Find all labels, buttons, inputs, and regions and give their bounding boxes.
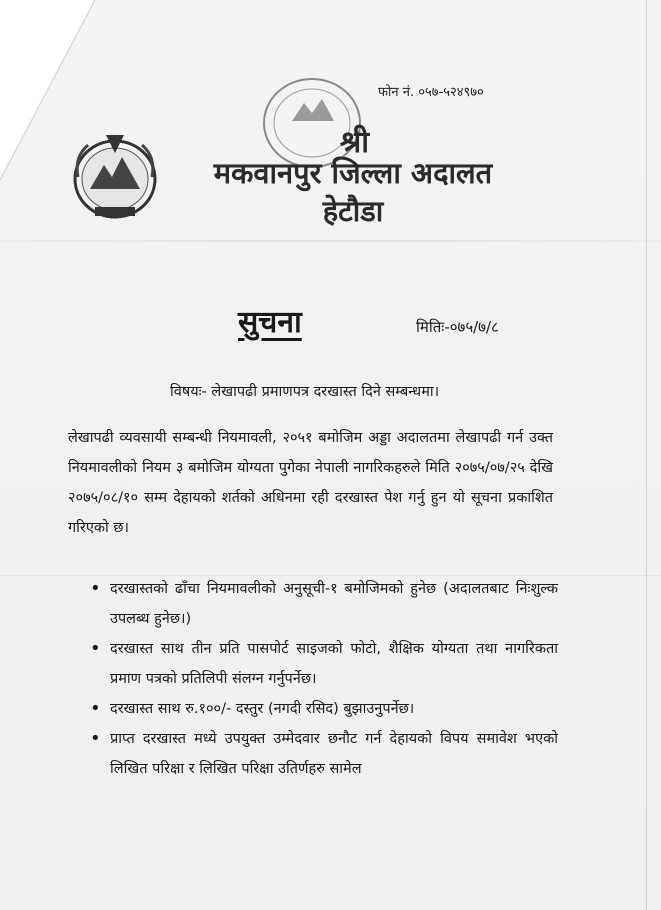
- phone-number: फोन नं. ०५७-५२४९७०: [378, 85, 484, 100]
- honorific-heading: श्री: [340, 125, 370, 160]
- nepal-emblem-icon: [70, 127, 160, 223]
- notice-subject: विषयः- लेखापढी प्रमाणपत्र दरखास्त दिने सम्बन्धमा।: [170, 384, 440, 400]
- list-item: • दरखास्त साथ रु.१००/- दस्तुर (नगदी रसिद) बुझाउनुपर्नेछ।: [88, 694, 558, 724]
- city-heading: हेटौडा: [322, 194, 384, 228]
- list-item: • दरखास्त साथ तीन प्रति पासपोर्ट साइजको फोटो, शैक्षिक योग्यता तथा नागरिकता प्रमाण पत्रको प्रतिलिपी संलग्न गर्नुपर्नेछ।: [88, 634, 558, 694]
- notice-body-paragraph: लेखापढी व्यवसायी सम्बन्धी नियमावली, २०५१ बमोजिम अड्डा अदालतमा लेखापढी गर्न उक्त नियमावलीको नियम ३ बमोजिम योग्यता पुगेका नेपाली नागरिकहरुले मिति २०७५/०७/२५ देखि २०७५/०८/१० सम्म देहायको शर्तको अधिनमा रही दरखास्त पेश गर्नु हुन यो सूचना प्रकाशित गरिएको छ।: [68, 430, 553, 536]
- notice-date: मितिः-०७५/७/८: [416, 318, 499, 336]
- list-item: • दरखास्तको ढाँचा नियमावलीको अनुसूची-१ बमोजिमको हुनेछ (अदालतबाट निःशुल्क उपलब्ध हुनेछ।): [88, 574, 558, 634]
- notice-title: सुचना: [238, 305, 302, 340]
- court-name-heading: मकवानपुर जिल्ला अदालत: [213, 156, 493, 190]
- conditions-list: [88, 574, 558, 784]
- paper-fold: [0, 240, 661, 242]
- list-item: • प्राप्त दरखास्त मध्ये उपयुक्त उम्मेदवार छनौट गर्न देहायको विपय समावेश भएको लिखित परिक्षा र लिखित परिक्षा उतिर्णहरु सामेल: [88, 724, 558, 784]
- page-edge: [646, 0, 647, 910]
